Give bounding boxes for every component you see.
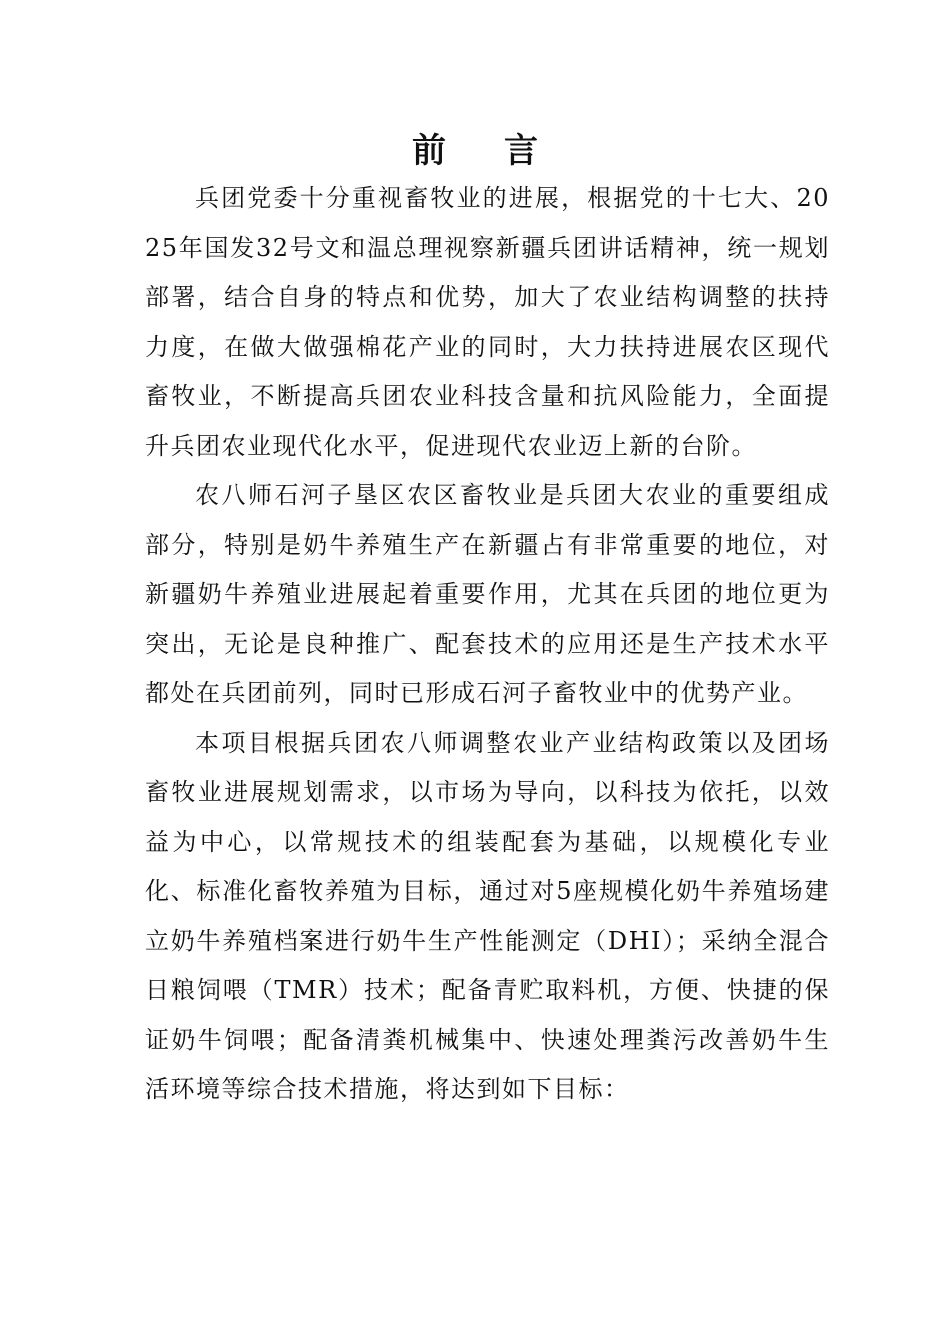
paragraph-1: 兵团党委十分重视畜牧业的进展，根据党的十七大、2025年国发32号文和温总理视察新疆兵团讲话精神，统一规划部署，结合自身的特点和优势，加大了农业结构调整的扶持力度，在做大做强棉花产业的同时，大力扶持进展农区现代畜牧业，不断提高兵团农业科技含量和抗风险能力，全面提升兵团农业现代化水平，促进现代农业迈上新的台阶。	[145, 184, 830, 460]
paragraph-2: 农八师石河子垦区农区畜牧业是兵团大农业的重要组成部分，特别是奶牛养殖生产在新疆占有非常重要的地位，对新疆奶牛养殖业进展起着重要作用，尤其在兵团的地位更为突出，无论是良种推广、配套技术的应用还是生产技术水平都处在兵团前列，同时已形成石河子畜牧业中的优势产业。	[145, 481, 830, 707]
document-body	[145, 174, 830, 1115]
page-title: 前言	[412, 131, 596, 171]
paragraph-3: 本项目根据兵团农八师调整农业产业结构政策以及团场畜牧业进展规划需求，以市场为导向，以科技为依托，以效益为中心，以常规技术的组装配套为基础，以规模化专业化、标准化畜牧养殖为目标，通过对5座规模化奶牛养殖场建立奶牛养殖档案进行奶牛生产性能测定（DHI）；采纳全混合日粮饲喂（TMR）技术；配备青贮取料机，方便、快捷的保证奶牛饲喂；配备清粪机械集中、快速处理粪污改善奶牛生活环境等综合技术措施，将达到如下目标：	[145, 728, 830, 1103]
